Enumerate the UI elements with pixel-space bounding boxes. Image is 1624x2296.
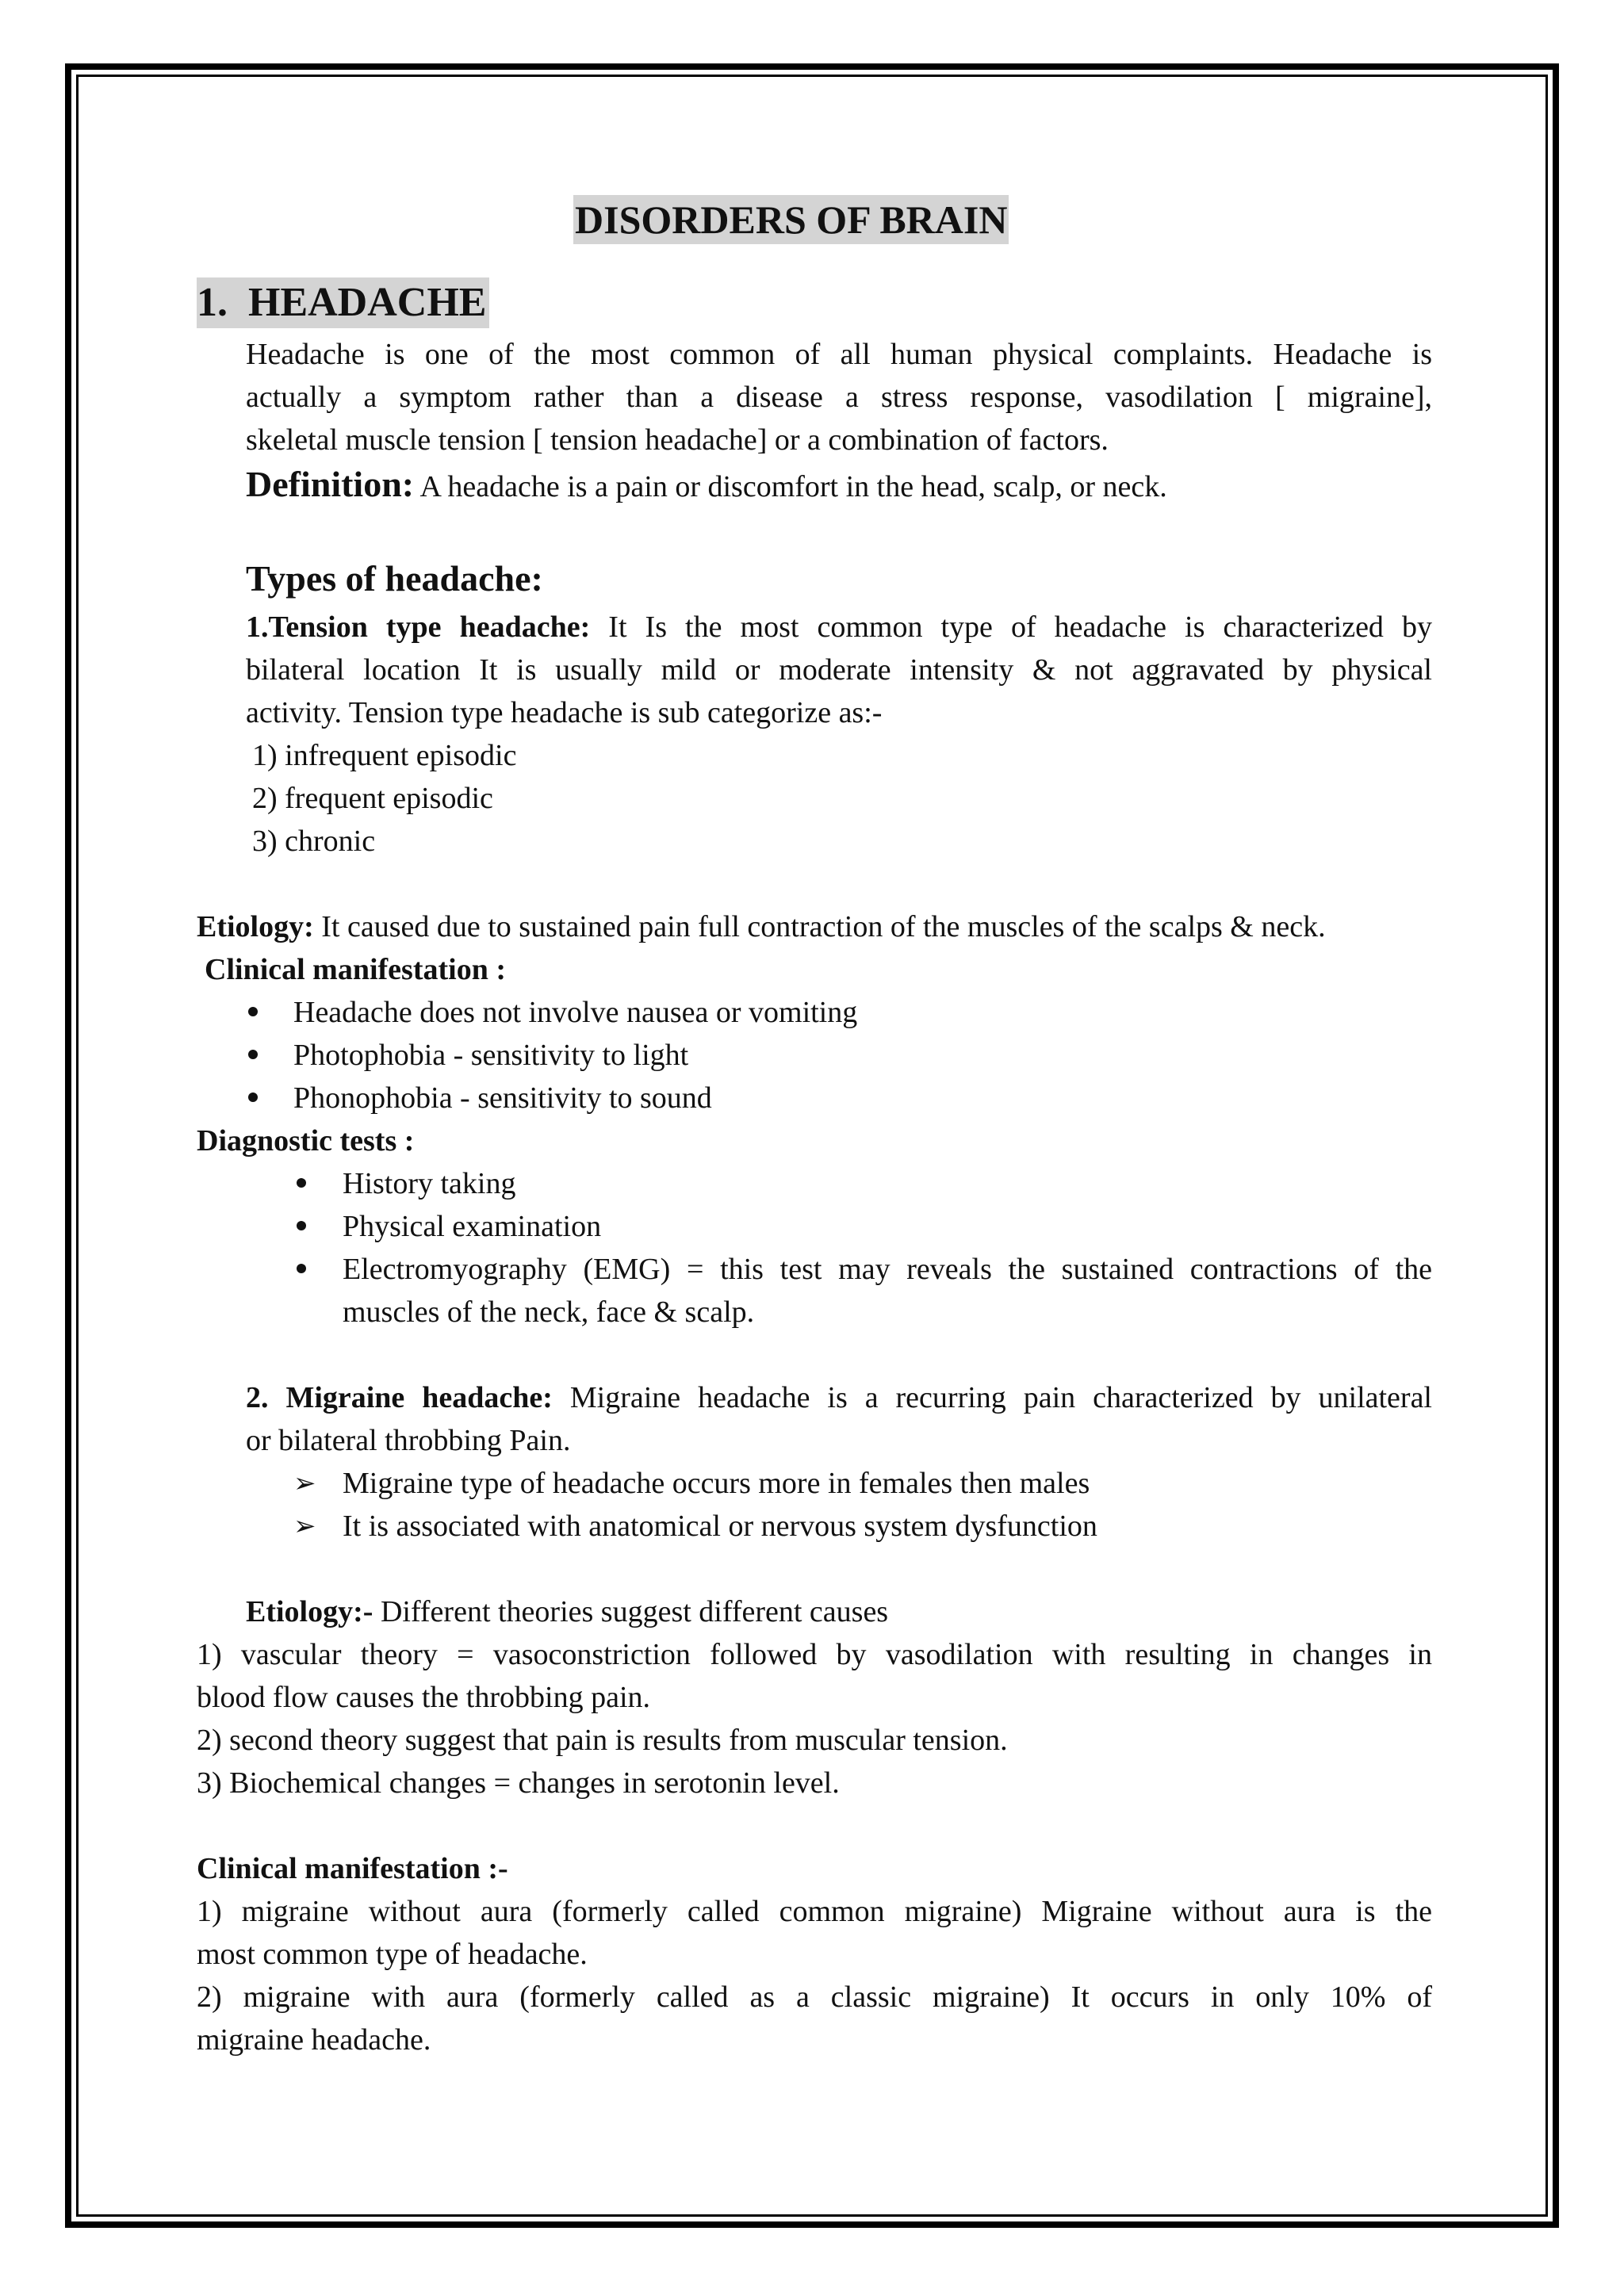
migraine-etiology-line-1: 1) vascular theory = vasoconstriction followed by vasodilation with resulting in changes in [197,1638,1432,1671]
tension-line-3: activity. Tension type headache is sub categorize as:- [246,696,883,729]
migraine-label: 2. Migraine headache: [246,1381,553,1414]
migraine-etiology [246,1590,888,1633]
migraine-etiology-line-3: 2) second theory suggest that pain is results from muscular tension. [197,1724,1008,1757]
migraine-clinical-line-2: most common type of headache. [197,1938,588,1971]
diagnostic-item-2: Physical examination [343,1210,602,1243]
migraine-etiology-text: Different theories suggest different causes [373,1595,889,1628]
section-title: HEADACHE [248,280,487,325]
migraine-line-2: or bilateral throbbing Pain. [246,1424,571,1457]
diagnostic-label: Diagnostic tests : [197,1124,415,1158]
migraine-clinical-line-3: 2) migraine with aura (formerly called as a classic migraine) It occurs in only 10% of [197,1980,1432,2014]
migraine-line-1 [246,1376,1432,1419]
tension-line-1 [246,606,1432,649]
definition-label: Definition: [246,464,415,504]
intro-line-2: actually a symptom rather than a disease a stress response, vasodilation [ migraine], [246,381,1432,414]
intro-line-1: Headache is one of the most common of all human physical complaints. Headache is [246,338,1432,371]
tension-text-1: It Is the most common type of headache is characterized by [590,610,1432,644]
diagnostic-item-1: History taking [343,1167,516,1200]
tension-line-2: bilateral location It is usually mild or moderate intensity & not aggravated by physical [246,653,1432,687]
migraine-clinical-label: Clinical manifestation :- [197,1852,508,1885]
bullet-dot-icon [248,1007,258,1016]
tension-subtype-3: 3) chronic [252,825,376,858]
section-heading [197,277,489,328]
bullet-dot-icon [297,1221,306,1230]
migraine-etiology-line-4: 3) Biochemical changes = changes in serotonin level. [197,1766,840,1800]
diagnostic-item-3-cont: muscles of the neck, face & scalp. [343,1295,755,1329]
migraine-point-1: Migraine type of headache occurs more in females then males [343,1467,1090,1500]
types-heading: Types of headache: [246,558,543,599]
tension-etiology-label: Etiology: [197,910,314,943]
tension-clinical-item-2: Photophobia - sensitivity to light [293,1039,689,1072]
bullet-dot-icon [248,1050,258,1059]
definition-text: A headache is a pain or discomfort in the head, scalp, or neck. [414,470,1167,503]
bullet-dot-icon [248,1093,258,1102]
tension-subtype-1: 1) infrequent episodic [252,739,517,772]
bullet-dot-icon [297,1178,306,1188]
migraine-etiology-line-2: blood flow causes the throbbing pain. [197,1681,651,1714]
section-number: 1. [197,280,228,325]
tension-clinical-label: Clinical manifestation : [205,953,506,986]
migraine-point-2: It is associated with anatomical or nervous system dysfunction [343,1510,1097,1543]
diagnostic-item-3: Electromyography (EMG) = this test may reveals the sustained contractions of the [343,1253,1432,1286]
tension-label: 1.Tension type headache: [246,610,591,644]
arrow-bullet-icon: ➢ [293,1510,316,1542]
migraine-text-1: Migraine headache is a recurring pain characterized by unilateral [552,1381,1432,1414]
migraine-etiology-label: Etiology:- [246,1595,373,1628]
tension-subtype-2: 2) frequent episodic [252,782,493,815]
bullet-dot-icon [297,1264,306,1273]
tension-clinical-item-1: Headache does not involve nausea or vomiting [293,996,858,1029]
migraine-clinical-line-1: 1) migraine without aura (formerly called common migraine) Migraine without aura is the [197,1895,1432,1928]
intro-line-3: skeletal muscle tension [ tension headache] or a combination of factors. [246,423,1109,457]
page-title: DISORDERS OF BRAIN [573,195,1009,244]
migraine-clinical-line-4: migraine headache. [197,2023,431,2057]
tension-etiology [197,905,1326,948]
arrow-bullet-icon: ➢ [293,1468,316,1499]
definition [246,460,1167,518]
tension-etiology-text: It caused due to sustained pain full contraction of the muscles of the scalps & neck. [313,910,1326,943]
tension-clinical-item-3: Phonophobia - sensitivity to sound [293,1081,712,1115]
